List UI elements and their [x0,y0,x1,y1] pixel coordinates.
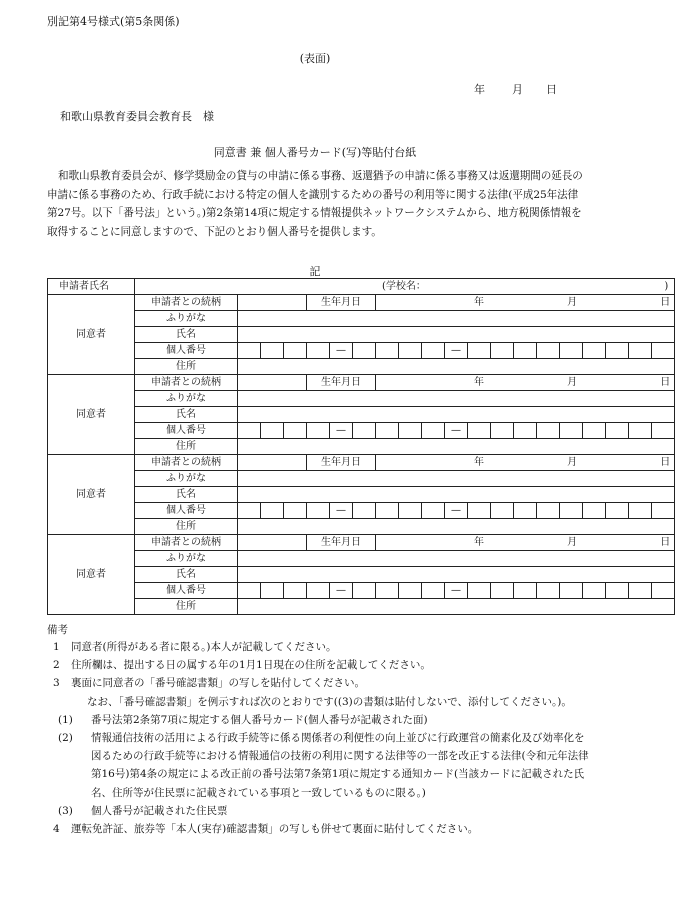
note-sub-text: 情報通信技術の活用による行政手続等に係る関係者の利便性の向上並びに行政運営の簡素化及び効率化を図るための行政手続等における情報通信の技術の利用に関する法律等の一部を改正する法律(令和元年法律第16号)第4条の規定による改正前の番号法第7条第1項に規定する通知カード(当該カードに記載された氏名、住所等が住民票に記載されている事項と一致しているものに限る。) [91,732,589,799]
digit-cell[interactable] [261,343,284,359]
digit-cell[interactable] [307,503,330,519]
digit-cell[interactable] [468,583,491,599]
digit-cell[interactable] [652,583,675,599]
digit-cell[interactable] [261,583,284,599]
notes-heading: 備考 [47,624,68,636]
birth-field[interactable] [376,455,675,471]
digit-cell[interactable] [629,343,652,359]
month-unit: 月 [567,537,578,548]
relation-field[interactable] [238,375,307,391]
note-sub-item [47,802,592,820]
note-sub-number: (3) [58,804,73,817]
digit-cell[interactable] [422,503,445,519]
digit-cell[interactable] [238,423,261,439]
furigana-label: ふりがな [135,551,238,567]
digit-cell[interactable] [652,503,675,519]
address-label: 住所 [135,439,238,455]
relation-row [48,375,675,391]
digit-cell[interactable] [238,343,261,359]
name-label: 氏名 [135,567,238,583]
digit-cell[interactable] [399,503,422,519]
month-unit: 月 [567,457,578,468]
digit-cell[interactable] [284,503,307,519]
form-number: 別記第4号様式(第5条関係) [47,15,180,28]
digit-cell[interactable] [261,423,284,439]
note-text: 住所欄は、提出する日の属する年の1月1日現在の住所を記載してください。 [71,659,431,672]
birth-field[interactable] [376,375,675,391]
day-unit: 日 [660,377,671,388]
number-row [48,503,675,519]
digit-cell[interactable] [491,503,514,519]
digit-cell[interactable] [606,423,629,439]
dash-separator: — [445,503,468,519]
digit-cell[interactable] [560,423,583,439]
digit-cell[interactable] [376,503,399,519]
note-sub-number: (1) [58,713,73,726]
name-field[interactable] [238,567,675,583]
digit-cell[interactable] [514,503,537,519]
relation-row [48,455,675,471]
relation-label: 申請者との続柄 [135,295,238,311]
digit-cell[interactable] [606,583,629,599]
digit-cell[interactable] [629,423,652,439]
note-item [47,674,592,692]
note-sub-text: 番号法第2条第7項に規定する個人番号カード(個人番号が記載された面) [91,713,428,726]
month-unit: 月 [567,297,578,308]
furigana-field[interactable] [238,391,675,407]
number-label: 個人番号 [135,343,238,359]
digit-cell[interactable] [353,503,376,519]
furigana-row [48,391,675,407]
name-label: 氏名 [135,327,238,343]
relation-field[interactable] [238,455,307,471]
digit-cell[interactable] [629,503,652,519]
digit-cell[interactable] [353,583,376,599]
digit-cell[interactable] [491,423,514,439]
number-row [48,583,675,599]
dash-separator: — [445,583,468,599]
digit-cell[interactable] [284,583,307,599]
digit-cell[interactable] [376,583,399,599]
furigana-label: ふりがな [135,471,238,487]
note-detail: なお、「番号確認書類」を例示すれば次のとおりです((3)の書類は貼付しないで、添付してください。)。 [87,695,572,708]
digit-cell[interactable] [307,423,330,439]
digit-cell[interactable] [399,343,422,359]
name-row [48,487,675,503]
day-unit: 日 [660,297,671,308]
furigana-row [48,471,675,487]
digit-cell[interactable] [422,423,445,439]
digit-cell[interactable] [468,343,491,359]
digit-cell[interactable] [514,343,537,359]
name-field[interactable] [238,407,675,423]
note-number: 3 [53,677,60,690]
digit-cell[interactable] [422,343,445,359]
dash-separator: — [445,343,468,359]
school-close: ) [664,281,669,292]
consenter-label: 同意者 [48,535,135,615]
year-unit: 年 [474,457,484,468]
name-label: 氏名 [135,487,238,503]
digit-cell[interactable] [491,583,514,599]
digit-cell[interactable] [537,343,560,359]
date-year: 年 [474,83,485,96]
dash-separator: — [330,423,353,439]
date-line [474,81,557,97]
relation-field[interactable] [238,295,307,311]
name-row [48,567,675,583]
digit-cell[interactable] [583,343,606,359]
relation-label: 申請者との続柄 [135,455,238,471]
dash-separator: — [330,503,353,519]
digit-cell[interactable] [468,503,491,519]
relation-label: 申請者との続柄 [135,375,238,391]
name-field[interactable] [238,487,675,503]
digit-cell[interactable] [560,583,583,599]
digit-cell[interactable] [353,423,376,439]
digit-cell[interactable] [422,583,445,599]
address-field[interactable] [238,519,675,535]
side-label: (表面) [299,52,331,65]
digit-cell[interactable] [652,423,675,439]
digit-cell[interactable] [307,343,330,359]
address-label: 住所 [135,519,238,535]
note-number: 1 [53,641,60,653]
ki-heading: 記 [309,265,321,278]
applicant-name-field[interactable] [135,279,675,295]
digit-cell[interactable] [376,423,399,439]
intro-paragraph: 和歌山県教育委員会が、修学奨励金の貸与の申請に係る事務、返還猶予の申請に係る事務又は返還期間の延長の申請に係る事務のため、行政手続における特定の個人を識別するための番号の利用等に関する法律(平成25年法律第27号。以下「番号法」という。)第2条第14項に規定する情報提供ネットワークシステムから、地方税関係情報を取得することに同意しますので、下記のとおり個人番号を提供します。 [47,170,583,238]
birth-field[interactable] [376,295,675,311]
digit-cell[interactable] [537,503,560,519]
address-row [48,439,675,455]
address-row [48,359,675,375]
furigana-field[interactable] [238,551,675,567]
address-row [48,599,675,615]
digit-cell[interactable] [583,583,606,599]
consenter-label: 同意者 [48,455,135,535]
consent-table [47,278,675,615]
relation-row [48,535,675,551]
furigana-row [48,311,675,327]
relation-row [48,295,675,311]
year-unit: 年 [474,537,484,548]
digit-cell[interactable] [514,583,537,599]
note-text: 運転免許証、旅券等「本人(実存)確認書類」の写しも併せて裏面に貼付してください。 [71,823,479,836]
digit-cell[interactable] [399,423,422,439]
date-month: 月 [512,83,523,96]
note-number: 2 [53,659,60,672]
applicant-row [48,279,675,295]
note-number: 4 [53,823,60,836]
note-sub-text: 個人番号が記載された住民票 [91,804,228,817]
address-field[interactable] [238,599,675,615]
name-label: 氏名 [135,407,238,423]
digit-cell[interactable] [468,423,491,439]
note-sub-item [47,711,592,729]
document-title: 同意書 兼 個人番号カード(写)等貼付台紙 [213,146,417,159]
note-text: 同意者(所得がある者に限る。)本人が記載してください。 [71,641,337,653]
day-unit: 日 [660,457,671,468]
digit-cell[interactable] [537,583,560,599]
address-field[interactable] [238,439,675,455]
note-sub-item [47,729,592,802]
note-text: 裏面に同意者の「番号確認書類」の写しを貼付してください。 [71,677,365,690]
furigana-field[interactable] [238,311,675,327]
digit-cell[interactable] [238,503,261,519]
digit-cell[interactable] [583,503,606,519]
digit-cell[interactable] [261,503,284,519]
number-label: 個人番号 [135,423,238,439]
name-field[interactable] [238,327,675,343]
digit-cell[interactable] [606,503,629,519]
relation-field[interactable] [238,535,307,551]
note-item [47,820,592,838]
digit-cell[interactable] [537,423,560,439]
furigana-row [48,551,675,567]
relation-label: 申請者との続柄 [135,535,238,551]
furigana-label: ふりがな [135,311,238,327]
addressee: 和歌山県教育委員会教育長 様 [60,110,214,123]
date-day: 日 [546,83,557,96]
digit-cell[interactable] [606,343,629,359]
digit-cell[interactable] [514,423,537,439]
school-label: (学校名： [382,281,426,292]
dash-separator: — [330,583,353,599]
address-label: 住所 [135,599,238,615]
digit-cell[interactable] [583,423,606,439]
furigana-field[interactable] [238,471,675,487]
name-row [48,407,675,423]
applicant-name-label: 申請者氏名 [48,279,135,295]
birth-label: 生年月日 [307,535,376,551]
number-row [48,343,675,359]
digit-cell[interactable] [560,503,583,519]
digit-cell[interactable] [376,343,399,359]
day-unit: 日 [660,537,671,548]
number-label: 個人番号 [135,503,238,519]
birth-label: 生年月日 [307,295,376,311]
birth-field[interactable] [376,535,675,551]
address-label: 住所 [135,359,238,375]
digit-cell[interactable] [491,343,514,359]
note-item [47,656,592,674]
year-unit: 年 [474,377,484,388]
digit-cell[interactable] [629,583,652,599]
digit-cell[interactable] [284,423,307,439]
notes-list [47,638,592,838]
dash-separator: — [330,343,353,359]
digit-cell[interactable] [560,343,583,359]
name-row [48,327,675,343]
dash-separator: — [445,423,468,439]
digit-cell[interactable] [284,343,307,359]
note-item [47,638,592,656]
digit-cell[interactable] [353,343,376,359]
number-label: 個人番号 [135,583,238,599]
furigana-label: ふりがな [135,391,238,407]
consenter-label: 同意者 [48,375,135,455]
birth-label: 生年月日 [307,455,376,471]
birth-label: 生年月日 [307,375,376,391]
consenter-label: 同意者 [48,295,135,375]
number-row [48,423,675,439]
month-unit: 月 [567,377,578,388]
digit-cell[interactable] [399,583,422,599]
address-field[interactable] [238,359,675,375]
note-sub-number: (2) [58,732,73,745]
year-unit: 年 [474,297,484,308]
digit-cell[interactable] [652,343,675,359]
digit-cell[interactable] [307,583,330,599]
digit-cell[interactable] [238,583,261,599]
address-row [48,519,675,535]
